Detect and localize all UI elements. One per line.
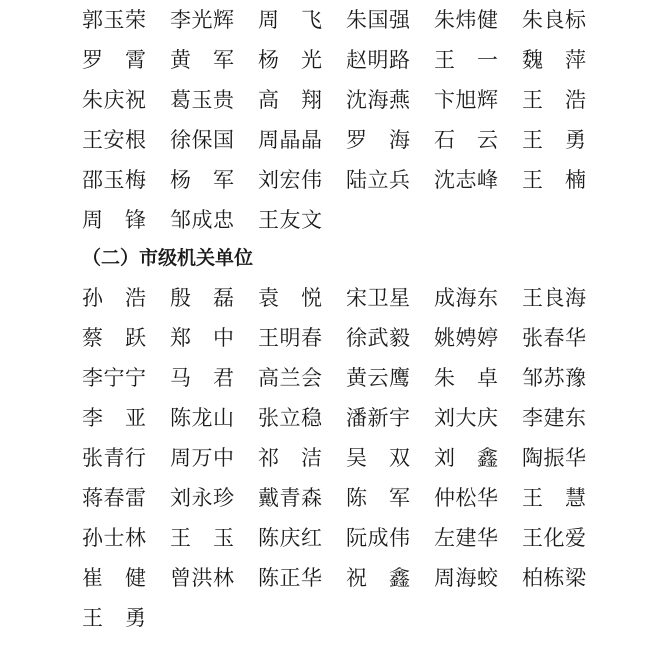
person-name: 刘 宏 伟 — [258, 168, 322, 192]
section1-names-row — [0, 200, 661, 240]
person-name: 刘 大 庆 — [434, 406, 498, 430]
person-name: 张 青 行 — [82, 446, 146, 470]
person-name: 阮 成 伟 — [346, 526, 410, 550]
person-name: 杨 光 — [258, 48, 322, 72]
person-name: 高 翔 — [258, 88, 322, 112]
person-name: 陈 龙 山 — [170, 406, 234, 430]
section2-names-row — [0, 558, 661, 598]
person-name: 高 兰 会 — [258, 366, 322, 390]
person-name: 石 云 — [434, 128, 498, 152]
section1-names-row — [0, 120, 661, 160]
person-name: 王 楠 — [522, 168, 586, 192]
section2-names-row — [0, 518, 661, 558]
person-name: 陶 振 华 — [522, 446, 586, 470]
person-name: 邵 玉 梅 — [82, 168, 146, 192]
person-name: 祝 鑫 — [346, 566, 410, 590]
person-name: 郭 玉 荣 — [82, 8, 146, 32]
person-name: 王 勇 — [522, 128, 586, 152]
section1-names-row — [0, 40, 661, 80]
section2-names-row — [0, 278, 661, 318]
person-name: 张 春 华 — [522, 326, 586, 350]
person-name: 李 光 辉 — [170, 8, 234, 32]
person-name: 沈 海 燕 — [346, 88, 410, 112]
person-name: 蒋 春 雷 — [82, 486, 146, 510]
person-name: 李 亚 — [82, 406, 146, 430]
person-name: 魏 萍 — [522, 48, 586, 72]
section2-names-row — [0, 438, 661, 478]
person-name: 孙 浩 — [82, 286, 146, 310]
person-name: 徐 保 国 — [170, 128, 234, 152]
section2-names-row — [0, 398, 661, 438]
person-name: 罗 霄 — [82, 48, 146, 72]
person-name: 崔 健 — [82, 566, 146, 590]
person-name: 周 飞 — [258, 8, 322, 32]
person-name: 殷 磊 — [170, 286, 234, 310]
section1-names-row — [0, 80, 661, 120]
person-name: 王 良 海 — [522, 286, 586, 310]
person-name: 潘 新 宇 — [346, 406, 410, 430]
person-name: 王 安 根 — [82, 128, 146, 152]
person-name: 朱 卓 — [434, 366, 498, 390]
section1-names-row — [0, 160, 661, 200]
person-name: 周 海 蛟 — [434, 566, 498, 590]
person-name: 陈 正 华 — [258, 566, 322, 590]
person-name: 仲 松 华 — [434, 486, 498, 510]
person-name: 葛 玉 贵 — [170, 88, 234, 112]
person-name: 张 立 稳 — [258, 406, 322, 430]
section2-names-row — [0, 478, 661, 518]
person-name: 王 浩 — [522, 88, 586, 112]
person-name: 戴 青 森 — [258, 486, 322, 510]
person-name: 刘 永 珍 — [170, 486, 234, 510]
section2-names-row — [0, 598, 661, 638]
person-name: 宋 卫 星 — [346, 286, 410, 310]
person-name: 吴 双 — [346, 446, 410, 470]
person-name: 王 化 爱 — [522, 526, 586, 550]
person-name: 邹 成 忠 — [170, 208, 234, 232]
person-name: 孙 士 林 — [82, 526, 146, 550]
section-heading: （二）市级机关单位 — [82, 247, 254, 269]
person-name: 周 晶 晶 — [258, 128, 322, 152]
person-name: 朱 国 强 — [346, 8, 410, 32]
section1-names-row — [0, 0, 661, 40]
person-name: 卞 旭 辉 — [434, 88, 498, 112]
person-name: 罗 海 — [346, 128, 410, 152]
person-name: 王 友 文 — [258, 208, 322, 232]
person-name: 蔡 跃 — [82, 326, 146, 350]
person-name: 袁 悦 — [258, 286, 322, 310]
person-name: 徐 武 毅 — [346, 326, 410, 350]
person-name: 曾 洪 林 — [170, 566, 234, 590]
person-name: 邹 苏 豫 — [522, 366, 586, 390]
person-name: 祁 洁 — [258, 446, 322, 470]
person-name: 陆 立 兵 — [346, 168, 410, 192]
person-name: 周 锋 — [82, 208, 146, 232]
person-name: 李 建 东 — [522, 406, 586, 430]
person-name: 杨 军 — [170, 168, 234, 192]
person-name: 赵 明 路 — [346, 48, 410, 72]
person-name: 朱 良 标 — [522, 8, 586, 32]
person-name: 郑 中 — [170, 326, 234, 350]
person-name: 王 慧 — [522, 486, 586, 510]
person-name: 刘 鑫 — [434, 446, 498, 470]
person-name: 朱 炜 健 — [434, 8, 498, 32]
person-name: 王 勇 — [82, 606, 146, 630]
person-name: 李 宁 宁 — [82, 366, 146, 390]
person-name: 陈 庆 红 — [258, 526, 322, 550]
person-name: 柏 栋 梁 — [522, 566, 586, 590]
person-name: 陈 军 — [346, 486, 410, 510]
person-name: 王 明 春 — [258, 326, 322, 350]
person-name: 周 万 中 — [170, 446, 234, 470]
person-name: 沈 志 峰 — [434, 168, 498, 192]
person-name: 成 海 东 — [434, 286, 498, 310]
section2-names-row — [0, 318, 661, 358]
person-name: 王 玉 — [170, 526, 234, 550]
person-name: 黄 云 鹰 — [346, 366, 410, 390]
person-name: 王 一 — [434, 48, 498, 72]
person-name: 姚 娉 婷 — [434, 326, 498, 350]
person-name: 朱 庆 祝 — [82, 88, 146, 112]
person-name: 马 君 — [170, 366, 234, 390]
person-name: 黄 军 — [170, 48, 234, 72]
person-name: 左 建 华 — [434, 526, 498, 550]
section2-names-row — [0, 358, 661, 398]
